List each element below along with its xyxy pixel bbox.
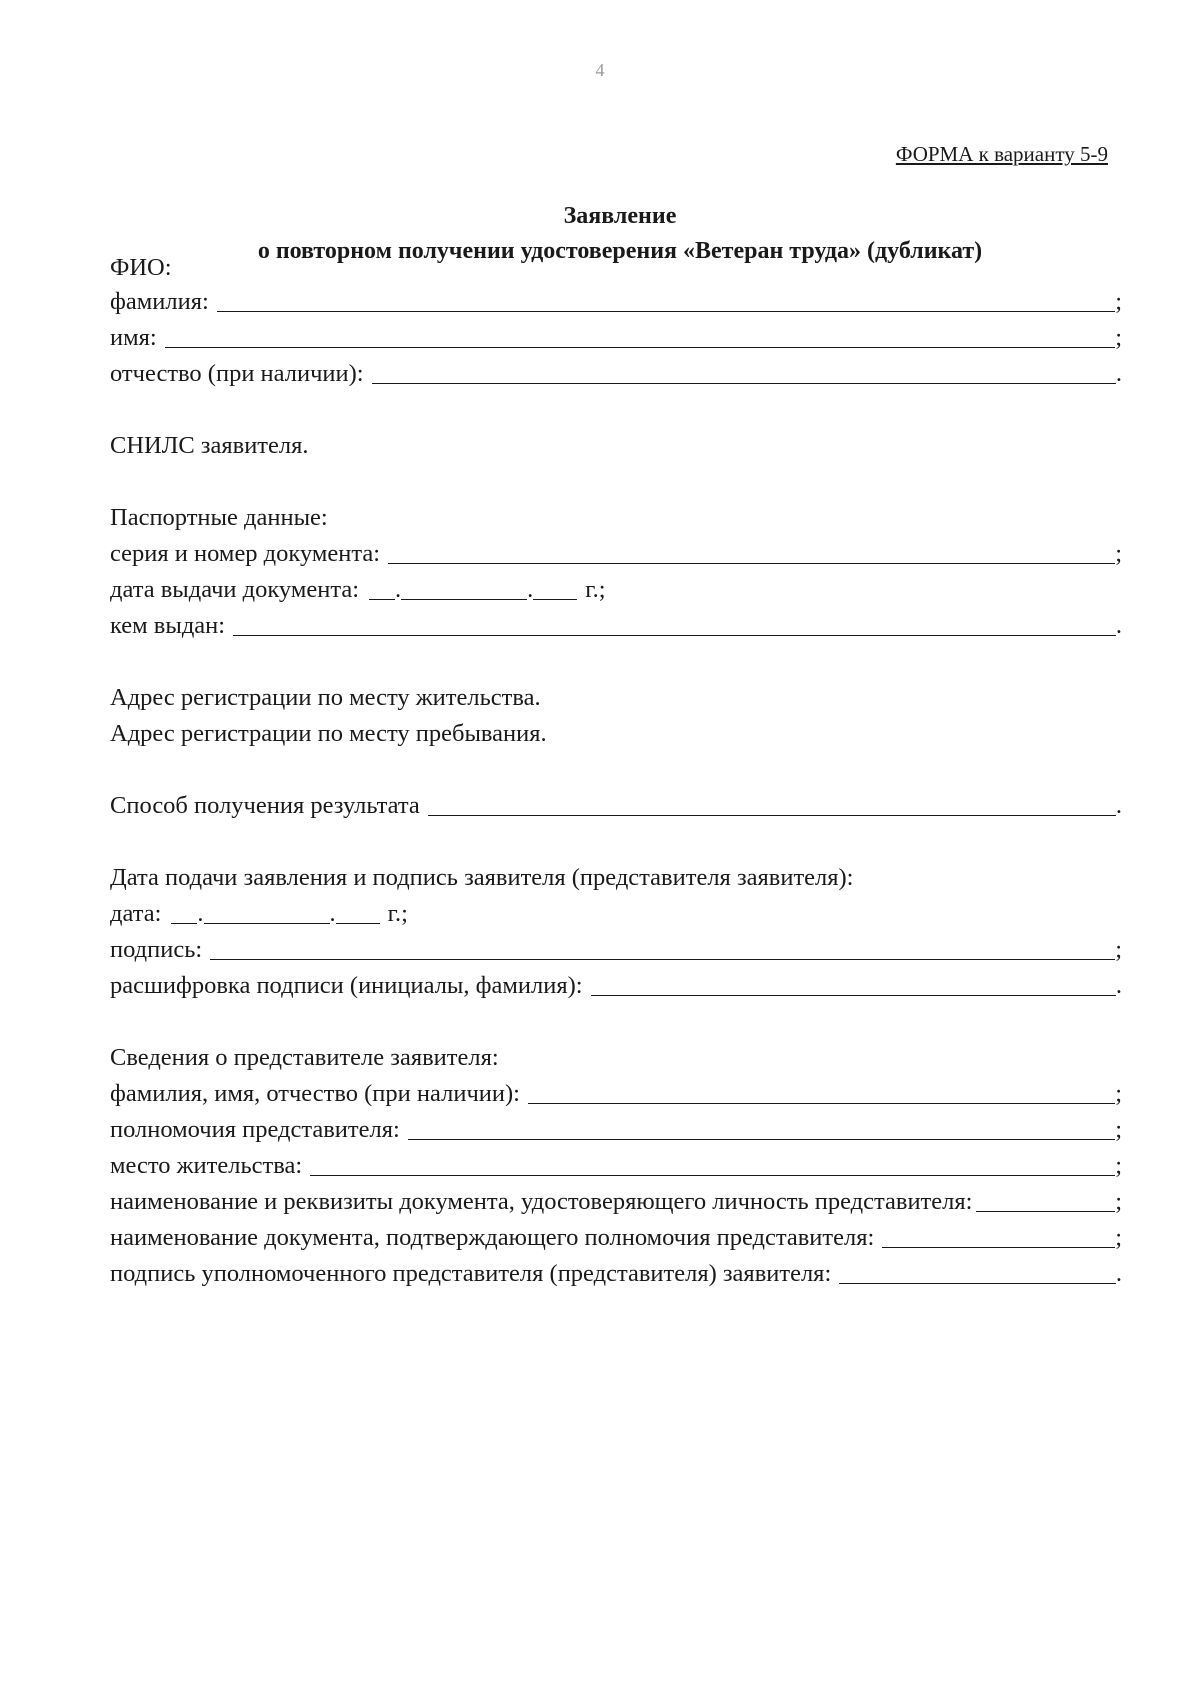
result-method-field[interactable] (428, 814, 1116, 816)
representative-name-end-mark: ; (1115, 1080, 1122, 1107)
passport-year-field[interactable] (533, 598, 577, 600)
submission-date-dot-1: . (197, 900, 204, 927)
representative-authority-document-field[interactable] (882, 1246, 1115, 1248)
representative-authority-label: полномочия представителя: (110, 1116, 400, 1143)
submission-year-suffix: г.; (387, 900, 408, 927)
surname-row (110, 286, 1122, 318)
submission-heading-row (110, 862, 1122, 894)
representative-id-document-field[interactable] (976, 1210, 1115, 1212)
representative-authority-document-end-mark: ; (1115, 1224, 1122, 1251)
representative-heading-row (110, 1042, 1122, 1074)
submission-month-field[interactable] (204, 922, 330, 924)
passport-date-dot-2: . (527, 576, 534, 603)
result-method-end-mark: . (1115, 792, 1122, 819)
submission-year-field[interactable] (336, 922, 380, 924)
passport-issuer-end-mark: . (1115, 612, 1122, 639)
passport-day-field[interactable] (369, 598, 395, 600)
document-subtitle: о повторном получении удостоверения «Ветеран труда» (дубликат) (257, 238, 983, 264)
stay-address-label: Адрес регистрации по месту пребывания. (110, 720, 547, 747)
representative-authority-document-label: наименование документа, подтверждающего полномочия представителя: (110, 1224, 875, 1251)
representative-signature-end-mark: . (1115, 1260, 1122, 1287)
passport-heading: Паспортные данные: (110, 504, 328, 531)
submission-date-row (110, 898, 1122, 930)
passport-issuer-label: кем выдан: (110, 612, 226, 639)
passport-series-end-mark: ; (1115, 540, 1122, 567)
representative-signature-field[interactable] (839, 1282, 1116, 1284)
representative-id-document-end-mark: ; (1115, 1188, 1122, 1215)
representative-authority-end-mark: ; (1115, 1116, 1122, 1143)
result-method-row (110, 790, 1122, 822)
representative-id-document-label: наименование и реквизиты документа, удостоверяющего личность представителя: (110, 1188, 973, 1215)
stay-address-row (110, 718, 1122, 750)
fio-heading-row (110, 252, 1122, 284)
passport-year-suffix: г.; (585, 576, 606, 603)
representative-residence-end-mark: ; (1115, 1152, 1122, 1179)
representative-heading: Сведения о представителе заявителя: (110, 1044, 499, 1071)
residence-address-label: Адрес регистрации по месту жительства. (110, 684, 541, 711)
passport-issuer-field[interactable] (233, 634, 1116, 636)
representative-authority-field[interactable] (408, 1138, 1115, 1140)
representative-residence-label: место жительства: (110, 1152, 303, 1179)
submission-heading: Дата подачи заявления и подпись заявителя (представителя заявителя): (110, 864, 854, 891)
signature-row (110, 934, 1122, 966)
signature-label: подпись: (110, 936, 203, 963)
representative-authority-row (110, 1114, 1122, 1146)
passport-date-label: дата выдачи документа: (110, 576, 360, 603)
snils-label: СНИЛС заявителя. (110, 432, 309, 459)
representative-signature-row (110, 1258, 1122, 1290)
passport-issuer-row (110, 610, 1122, 642)
patronymic-field[interactable] (372, 382, 1116, 384)
patronymic-row (110, 358, 1122, 390)
submission-date-label: дата: (110, 900, 162, 927)
signature-decoding-row (110, 970, 1122, 1002)
submission-date-dot-2: . (329, 900, 336, 927)
snils-row (110, 430, 1122, 462)
form-reference: ФОРМА к варианту 5-9 (895, 142, 1108, 166)
representative-authority-document-row (110, 1222, 1122, 1254)
passport-month-field[interactable] (401, 598, 527, 600)
page-number: 4 (595, 60, 605, 80)
document-title: Заявление (563, 203, 677, 229)
passport-series-label: серия и номер документа: (110, 540, 381, 567)
passport-series-row (110, 538, 1122, 570)
patronymic-end-mark: . (1115, 360, 1122, 387)
representative-signature-label: подпись уполномоченного представителя (представителя) заявителя: (110, 1260, 832, 1287)
submission-day-field[interactable] (171, 922, 197, 924)
passport-series-field[interactable] (388, 562, 1115, 564)
surname-label: фамилия: (110, 288, 209, 315)
signature-decoding-end-mark: . (1115, 972, 1122, 999)
name-row (110, 322, 1122, 354)
representative-residence-row (110, 1150, 1122, 1182)
passport-date-row (110, 574, 1122, 606)
residence-address-row (110, 682, 1122, 714)
signature-end-mark: ; (1115, 936, 1122, 963)
passport-date-dot-1: . (395, 576, 402, 603)
signature-decoding-field[interactable] (591, 994, 1116, 996)
representative-name-row (110, 1078, 1122, 1110)
representative-name-field[interactable] (528, 1102, 1115, 1104)
surname-end-mark: ; (1115, 288, 1122, 315)
surname-field[interactable] (217, 310, 1115, 312)
representative-id-document-row (110, 1186, 1122, 1218)
representative-name-label: фамилия, имя, отчество (при наличии): (110, 1080, 520, 1107)
representative-residence-field[interactable] (310, 1174, 1115, 1176)
name-label: имя: (110, 324, 157, 351)
name-field[interactable] (165, 346, 1115, 348)
patronymic-label: отчество (при наличии): (110, 360, 364, 387)
signature-decoding-label: расшифровка подписи (инициалы, фамилия): (110, 972, 583, 999)
fio-heading: ФИО: (110, 254, 172, 281)
name-end-mark: ; (1115, 324, 1122, 351)
passport-heading-row (110, 502, 1122, 534)
signature-field[interactable] (210, 958, 1115, 960)
result-method-label: Способ получения результата (110, 792, 420, 819)
